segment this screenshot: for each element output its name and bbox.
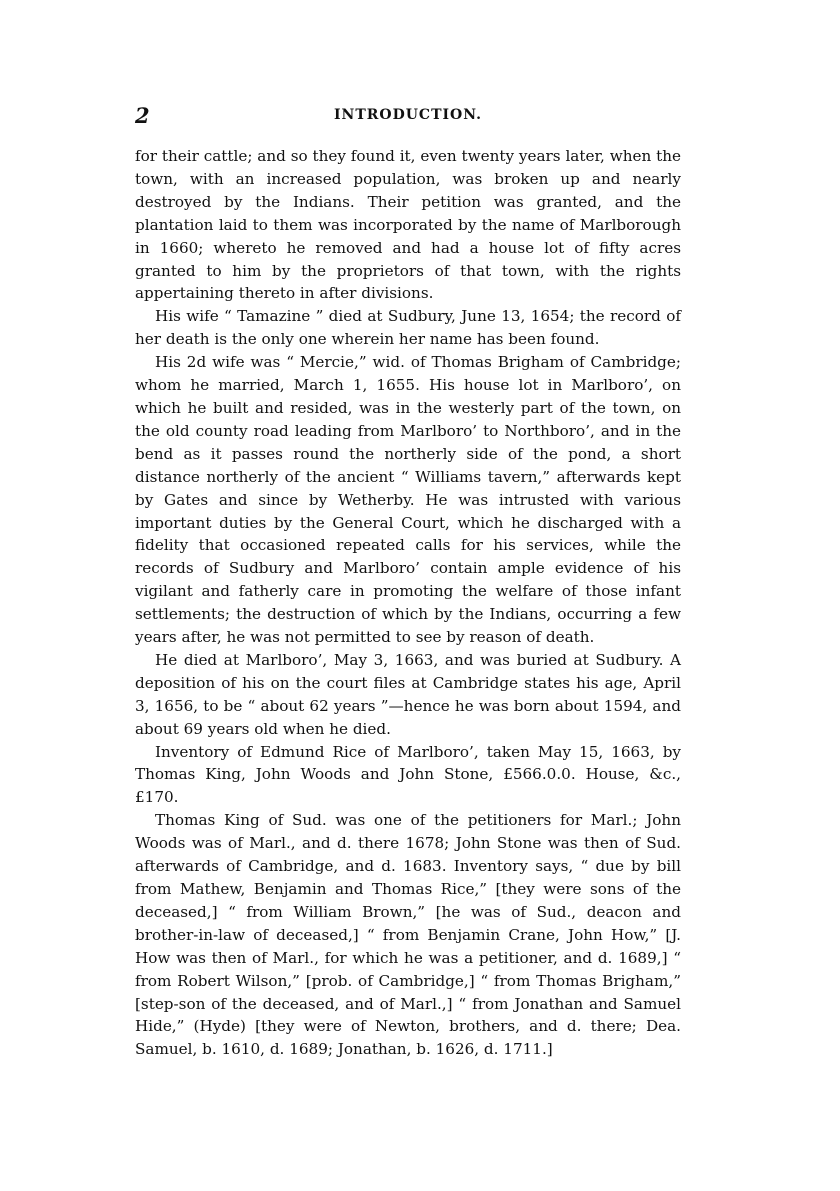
page-header xyxy=(135,103,681,133)
page-number: 2 xyxy=(135,103,150,128)
body-text xyxy=(135,145,681,1061)
paragraph-death: He died at Marlboro’, May 3, 1663, and was buried at Sudbury. A deposition of his on the court files at Cambridge states his age, April 3, 1656, to be “ about 62 years ”—hence he was born about 1594, and about 69 years old when he died. xyxy=(135,650,681,738)
paragraph-inventory: Inventory of Edmund Rice of Marlboro’, taken May 15, 1663, by Thomas King, John Woods and John Stone, £566.0.0. House, &c., £170. xyxy=(135,742,681,807)
paragraph-second-wife: His 2d wife was “ Mercie,” wid. of Thomas Brigham of Cambridge; whom he married, March 1, 1655. His house lot in Marlboro’, on which he built and resided, was in the westerly part of the town, on the old county road leading from Marlboro’ to Northboro’, and in the bend as it passes round the northerly side of the pond, a short distance northerly of the ancient “ Williams tavern,” afterwards kept by Gates and since by Wetherby. He was intrusted with various important duties by the General Court, which he discharged with a fidelity that occasioned repeated calls for his services, while the records of Sudbury and Marlboro’ contain ample evidence of his vigilant and fatherly care in promoting the welfare of those infant settlements; the destruction of which by the Indians, occurring a few years after, he was not permitted to see by reason of death. xyxy=(135,353,681,647)
running-head: INTRODUCTION. xyxy=(333,107,483,123)
paragraph-continuation: for their cattle; and so they found it, even twenty years later, when the town, with an increased population, was broken up and nearly destroyed by the Indians. Their petition was granted, and the plantation laid to them was incorporated by the name of Marlborough in 1660; whereto he removed and had a house lot of fifty acres granted to him by the proprietors of that town, with the rights appertaining thereto in after divisions. xyxy=(135,147,681,303)
paragraph-appraisers: Thomas King of Sud. was one of the petitioners for Marl.; John Woods was of Marl., and d. there 1678; John Stone was then of Sud. afterwards of Cambridge, and d. 1683. Inventory says, “ due by bill from Mathew, Benjamin and Thomas Rice,” [they were sons of the deceased,] “ from William Brown,” [he was of Sud., deacon and brother-in-law of deceased,] “ from Benjamin Crane, John How,” [J. How was then of Marl., for which he was a petitioner, and d. 1689,] “ from Robert Wilson,” [prob. of Cambridge,] “ from Thomas Brigham,” [step-son of the deceased, and of Marl.,] “ from Jonathan and Samuel Hide,” (Hyde) [they were of Newton, brothers, and d. there; Dea. Samuel, b. 1610, d. 1689; Jonathan, b. 1626, d. 1711.] xyxy=(135,811,681,1059)
paragraph-wife-tamazine: His wife “ Tamazine ” died at Sudbury, June 13, 1654; the record of her death is the only one wherein her name has been found. xyxy=(135,307,681,349)
